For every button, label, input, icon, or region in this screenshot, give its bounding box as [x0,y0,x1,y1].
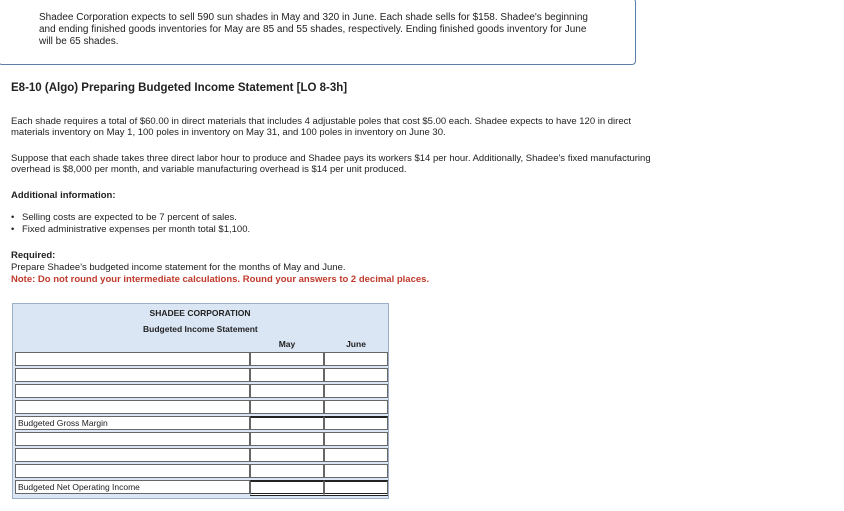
may-value-input[interactable] [250,352,324,366]
june-value-input[interactable] [324,432,388,446]
paragraph-materials: Each shade requires a total of $60.00 in direct materials that includes 4 adjustable poles that cost $5.00 each. Shadee expects to have 120 in direct materials inventory on May 1, 100 poles in inventory on May 31, and 100 poles in inventory on June 30. [11,116,632,138]
required-text: Prepare Shadee's budgeted income statement for the months of May and June. [11,262,346,273]
june-value-input[interactable] [324,448,388,462]
exercise-heading: E8-10 (Algo) Preparing Budgeted Income Statement [LO 8-3h] [11,82,348,94]
row-label-input[interactable] [15,464,250,478]
may-value-input[interactable] [250,432,324,446]
may-value-input[interactable] [250,464,324,478]
may-net-income-input[interactable] [250,480,324,496]
may-value-input[interactable] [250,368,324,382]
required-label: Required: [11,250,56,261]
income-statement-table [12,303,389,499]
june-value-input[interactable] [324,352,388,366]
row-label-input[interactable] [15,384,250,398]
may-value-input[interactable] [250,384,324,398]
june-gross-margin-input[interactable] [324,416,388,430]
additional-info-label: Additional information: [11,190,116,201]
list-item: • Fixed administrative expenses per month total $1,100. [11,224,250,236]
additional-info-list [11,212,250,236]
column-header-may: May [278,339,296,349]
row-label-input[interactable] [15,400,250,414]
row-label-input[interactable] [15,432,250,446]
column-header-june: June [346,339,366,349]
problem-intro-box [0,0,636,65]
june-value-input[interactable] [324,400,388,414]
june-net-income-input[interactable] [324,480,388,496]
may-value-input[interactable] [250,448,324,462]
rounding-note: Note: Do not round your intermediate calculations. Round your answers to 2 decimal places. [11,274,430,285]
list-item: • Selling costs are expected to be 7 percent of sales. [11,212,250,224]
net-operating-income-label: Budgeted Net Operating Income [15,480,250,494]
june-value-input[interactable] [324,384,388,398]
june-value-input[interactable] [324,464,388,478]
row-label-input[interactable] [15,448,250,462]
row-label-input[interactable] [15,352,250,366]
may-value-input[interactable] [250,400,324,414]
statement-title: Budgeted Income Statement [143,324,258,334]
intro-text: Shadee Corporation expects to sell 590 sun shades in May and 320 in June. Each shade sells for $158. Shadee's beginning and ending finished goods inventories for May are 85 and 55 shades, respectively. Ending finished goods inventory for June will be 65 shades. [39,12,588,47]
june-value-input[interactable] [324,368,388,382]
company-name: SHADEE CORPORATION [149,308,251,318]
paragraph-labor-overhead: Suppose that each shade takes three direct labor hour to produce and Shadee pays its workers $14 per hour. Additionally, Shadee's fixed manufacturing overhead is $8,000 per month, and variable manufacturing overhead is $14 per unit produced. [11,153,651,175]
row-label-input[interactable] [15,368,250,382]
gross-margin-label: Budgeted Gross Margin [15,416,250,430]
may-gross-margin-input[interactable] [250,416,324,430]
